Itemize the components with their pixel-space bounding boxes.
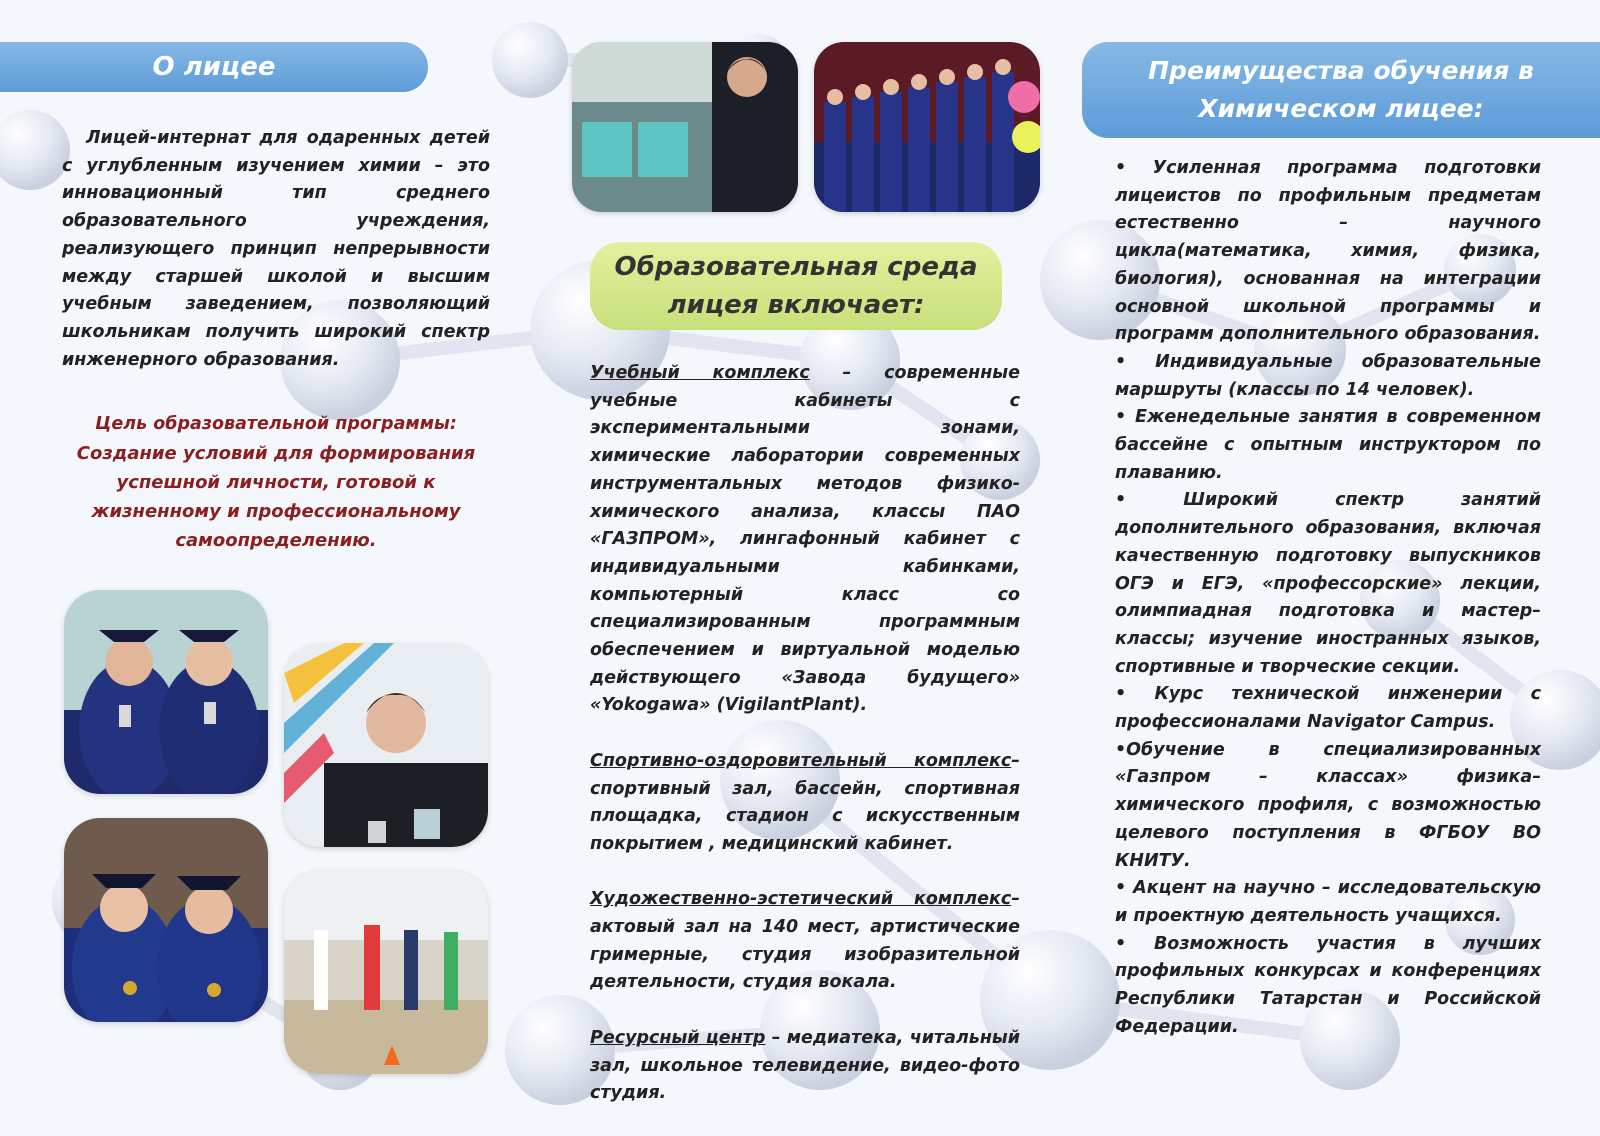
photo-graduates-medals-image	[64, 818, 268, 1022]
photo-sports-hall-image	[284, 870, 488, 1074]
list-item: • Курс технической инженерии с профессионалами Navigator Campus.	[1115, 684, 1541, 733]
section-title: Спортивно-оздоровительный комплекс	[590, 750, 1012, 771]
list-item: • Индивидуальные образовательные маршруты (классы по 14 человек).	[1115, 351, 1541, 400]
environment-section	[590, 1025, 1020, 1108]
goal-text: Создание условий для формирования успешной личности, готовой к жизненному и профессиональному самоопределению.	[76, 443, 476, 551]
list-item: • Широкий спектр занятий дополнительного образования, включая качественную подготовку выпускников ОГЭ и ЕГЭ, «профессорские» лекции, олимпиадная подготовка и мастер–классы; изучение иностранных языков, спортивные и творческие секции.	[1115, 490, 1541, 677]
photo-lab-student	[284, 643, 488, 847]
environment-section	[590, 360, 1020, 720]
list-item: • Акцент на научно – исследовательскую и проектную деятельность учащихся.	[1115, 878, 1541, 926]
photo-graduation-ceremony	[814, 42, 1040, 212]
environment-heading-line2: лицея включает:	[667, 290, 925, 320]
advantages-heading-line1: Преимущества обучения в	[1148, 56, 1534, 85]
about-text: Лицей-интернат для одаренных детей с углубленным изучением химии – это инновационный тип среднего образовательного учреждения, реализующего принцип непрерывности между старшей школой и высшим учебным заведением, позволяющий школьникам получить широкий спектр инженерного образования.	[62, 128, 490, 370]
about-heading	[0, 42, 428, 92]
section-title: Учебный комплекс	[590, 363, 810, 383]
section-text: – спортивный зал, бассейн, спортивная площадка, стадион с искусственным покрытием , медицинский кабинет.	[590, 750, 1020, 854]
about-heading-text: О лицее	[152, 52, 276, 82]
photo-lab-equipment	[572, 42, 798, 212]
environment-heading-line1: Образовательная среда	[614, 252, 978, 282]
environment-section	[590, 886, 1020, 997]
photo-lab-student-image	[284, 643, 488, 847]
photo-graduation-ceremony-image	[814, 42, 1040, 212]
environment-heading	[590, 242, 1002, 330]
section-text: – актовый зал на 140 мест, артистические гримерные, студия изобразительной деятельности, студия вокала.	[590, 889, 1020, 993]
section-text: – медиатека, читальный зал, школьное телевидение, видео-фото студия.	[590, 1027, 1021, 1104]
environment-section	[590, 748, 1020, 859]
advantages-heading	[1082, 42, 1600, 138]
list-item: •Обучение в специализированных «Газпром – классах» физика– химического профиля, с возможностью целевого поступления в ФГБОУ ВО КНИТУ.	[1115, 739, 1541, 871]
list-item: • Усиленная программа подготовки лицеистов по профильным предметам естественно – научного цикла(математика, химия, физика, биология), основанная на интеграции основной школьной программы и программ дополнительного образования.	[1115, 158, 1541, 345]
advantages-list	[1115, 155, 1541, 1042]
goal-title: Цель образовательной программы:	[95, 414, 457, 434]
photo-lab-equipment-image	[572, 42, 798, 212]
section-text: – современные учебные кабинеты с экспериментальными зонами, химические лаборатории современных инструментальных методов физико-химического анализа, классы ПАО «ГАЗПРОМ», лингафонный кабинет с индивидуальными кабинками, компьютерный класс со специализированным программным обеспечением и виртуальной моделью действующего «Завода будущего» «Yokogawa» (VigilantPlant).	[590, 363, 1020, 716]
goal-block	[62, 410, 490, 555]
photo-graduates-medals	[64, 818, 268, 1022]
section-title: Ресурсный центр	[590, 1027, 766, 1048]
section-title: Художественно-эстетический комплекс	[590, 889, 1012, 910]
advantages-heading-line2: Химическом лицее:	[1198, 94, 1484, 123]
list-item: • Еженедельные занятия в современном бассейне с опытным инструктором по плаванию.	[1115, 407, 1541, 483]
photo-sports-hall	[284, 870, 488, 1074]
list-item: • Возможность участия в лучших профильных конкурсах и конференциях Республики Татарстан и Российской Федерации.	[1115, 933, 1541, 1037]
photo-graduates-diplomas	[64, 590, 268, 794]
environment-sections	[590, 360, 1020, 1136]
photo-graduates-diplomas-image	[64, 590, 268, 794]
